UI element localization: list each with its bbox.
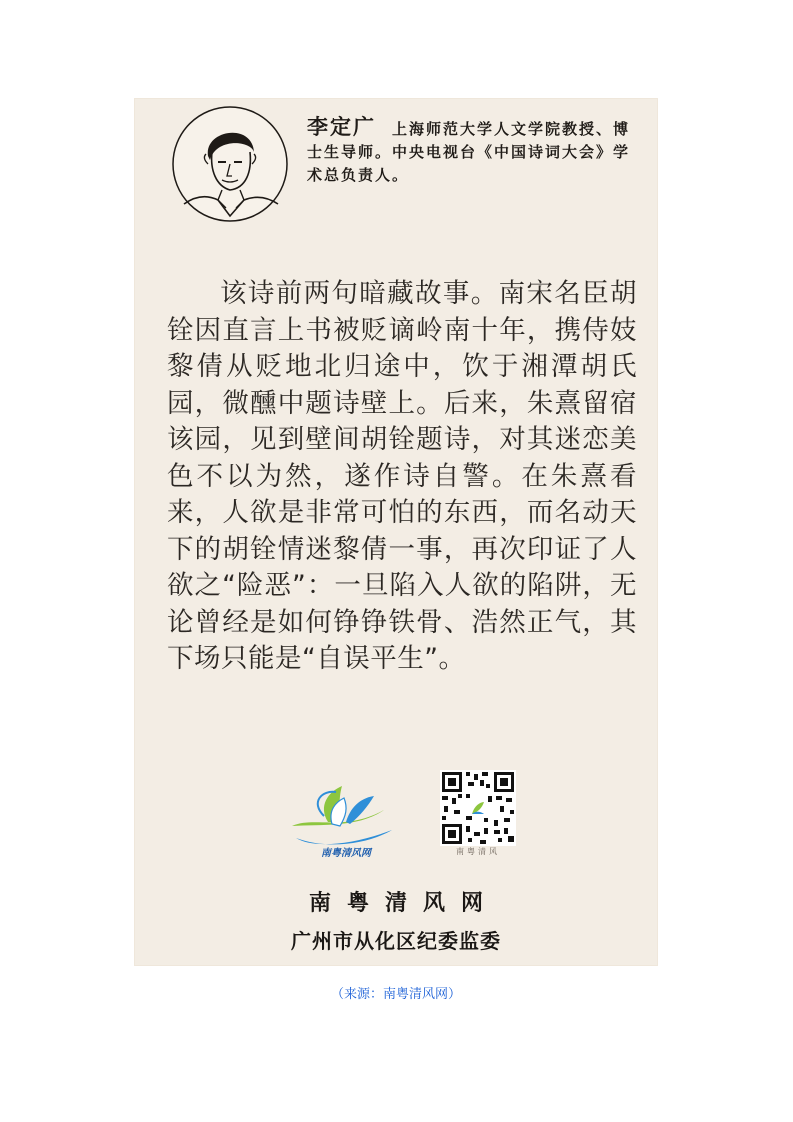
site-name: 南粤清风网 (308, 891, 499, 916)
author-bio: 上海师范大学人文学院教授、博士生导师。中央电视台《中国诗词大会》学术总负责人。 (307, 120, 631, 184)
organization-name: 广州市从化区纪委监委 (291, 929, 501, 953)
article-body: 该诗前两句暗藏故事。南宋名臣胡铨因直言上书被贬谪岭南十年，携侍妓黎倩从贬地北归途中，饮于湘潭胡氏园，微醺中题诗壁上。后来，朱熹留宿该园，见到壁间胡铨题诗，对其迷恋美色不以为然，遂作诗自警。在朱熹看来，人欲是非常可怕的东西，而名动天下的胡铨情迷黎倩一事，再次印证了人欲之“险恶”：一旦陷入人欲的陷阱，无论曾经是如何铮铮铁骨、浩然正气，其下场只能是“自误平生”。 (167, 278, 637, 674)
author-info (307, 115, 637, 187)
author-name: 李定广 (307, 114, 376, 139)
qr-caption: 南粤清风 (456, 847, 500, 856)
author-portrait (170, 104, 290, 224)
logo-text: 南粤清风网 (321, 848, 371, 858)
source-link[interactable]: （来源：南粤清风网） (330, 987, 461, 1002)
lotus-logo-icon (288, 776, 400, 858)
site-logo (288, 776, 400, 858)
qr-code-icon (440, 770, 516, 846)
qr-code[interactable] (440, 770, 516, 860)
